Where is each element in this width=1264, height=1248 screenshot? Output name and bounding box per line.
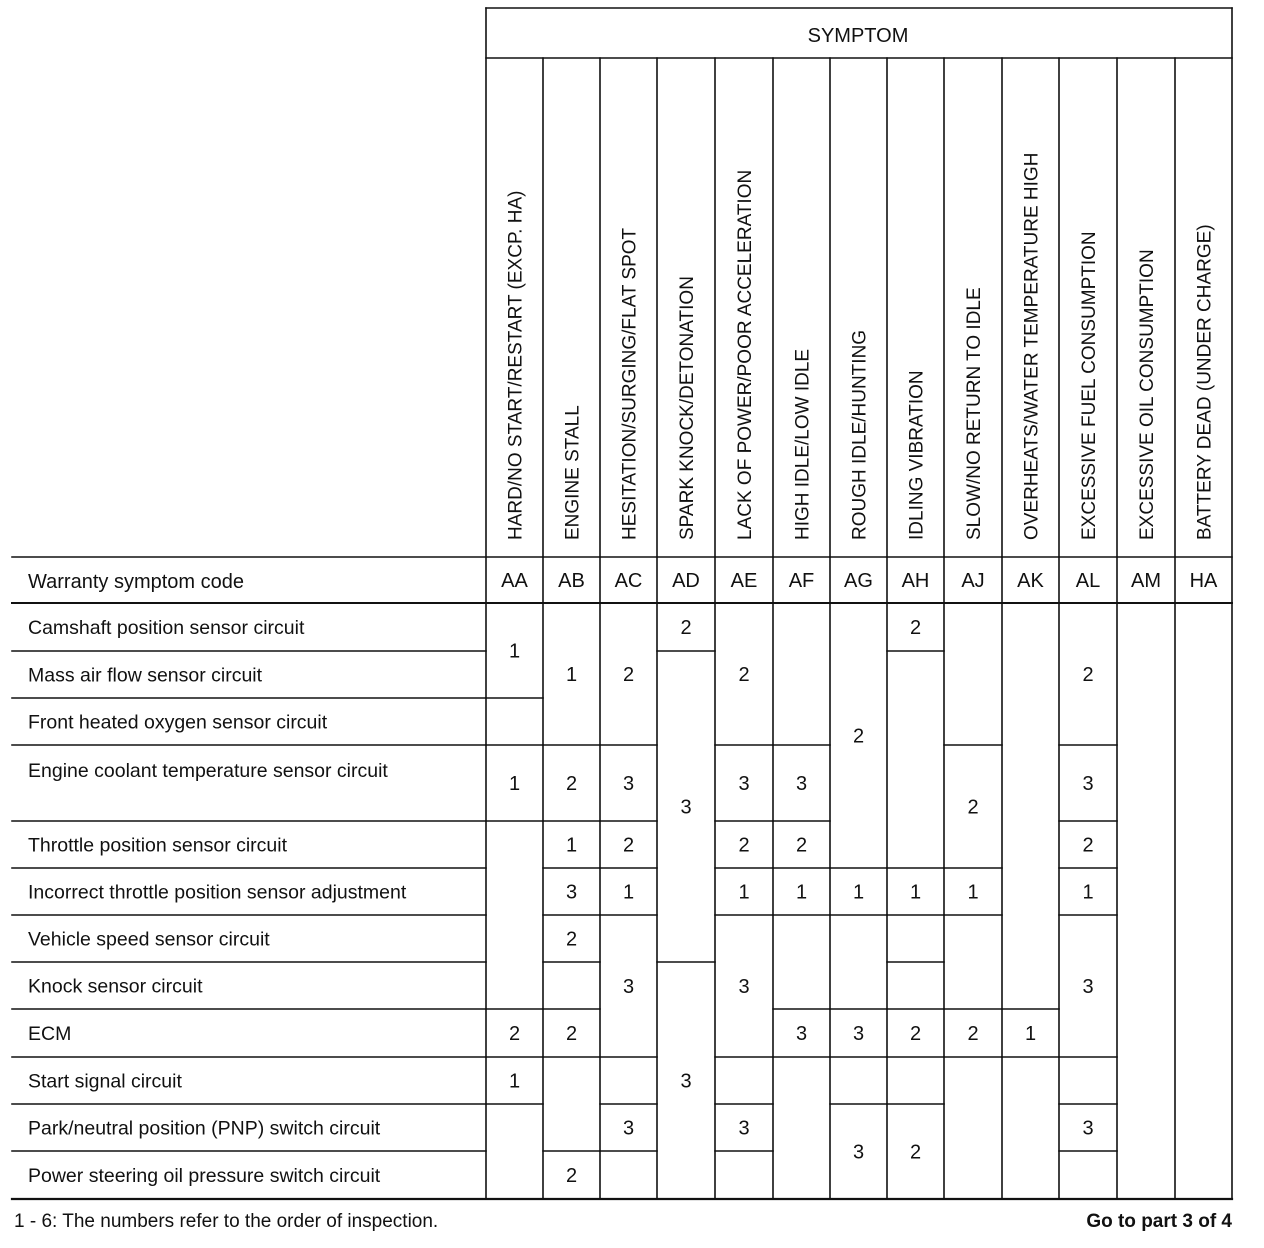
inspection-order-cell: 2 (622, 664, 635, 686)
inspection-order-cell: 3 (622, 1117, 635, 1140)
warranty-code-cell: AH (901, 570, 930, 592)
warranty-code-cell: AD (672, 570, 700, 592)
warranty-code-label: Warranty symptom code (28, 571, 244, 593)
continuation-note: Go to part 3 of 4 (1086, 1211, 1232, 1232)
warranty-code-cell: AL (1075, 570, 1101, 592)
symptom-column-label: IDLING VIBRATION (906, 370, 928, 540)
inspection-item-label: Camshaft position sensor circuit (28, 617, 305, 639)
inspection-order-cell: 3 (852, 1141, 865, 1164)
inspection-order-cell: 2 (1082, 834, 1094, 857)
symptom-column-label: ROUGH IDLE/HUNTING (849, 329, 871, 540)
inspection-order-cell: 1 (738, 881, 750, 904)
inspection-order-cell: 2 (738, 834, 750, 857)
inspection-order-cell: 2 (565, 1165, 578, 1187)
inspection-order-cell: 2 (565, 928, 578, 951)
inspection-order-cell: 3 (1082, 773, 1094, 795)
inspection-order-cell: 3 (795, 1023, 808, 1045)
symptom-column-label: HIGH IDLE/LOW IDLE (792, 348, 814, 540)
inspection-item-label: Mass air flow sensor circuit (28, 664, 263, 687)
warranty-code-cell: AC (614, 570, 643, 592)
symptom-column-label: ENGINE STALL (562, 405, 584, 540)
inspection-item-label: Knock sensor circuit (28, 975, 203, 998)
symptom-column-label: OVERHEATS/WATER TEMPERATURE HIGH (1021, 152, 1043, 540)
warranty-code-cell: AJ (961, 570, 985, 592)
warranty-code-cell: AA (501, 570, 528, 592)
inspection-order-cell: 2 (565, 773, 578, 795)
inspection-order-cell: 3 (738, 773, 750, 795)
inspection-order-cell: 3 (622, 773, 635, 795)
warranty-code-cells (501, 570, 1218, 592)
inspection-order-cell: 1 (508, 773, 521, 795)
symptom-column-label: BATTERY DEAD (UNDER CHARGE) (1194, 224, 1216, 540)
symptom-header: SYMPTOM (807, 25, 909, 47)
inspection-order-cell: 3 (852, 1023, 865, 1045)
symptom-column-label: HESITATION/SURGING/FLAT SPOT (619, 227, 641, 540)
inspection-item-label: Vehicle speed sensor circuit (28, 928, 270, 951)
inspection-order-cell: 3 (622, 976, 635, 998)
inspection-order-cell: 1 (565, 664, 578, 686)
inspection-order-cell: 3 (1082, 976, 1094, 998)
inspection-order-cell: 2 (622, 834, 635, 857)
inspection-order-cell: 2 (508, 1023, 521, 1045)
symptom-column-label: EXCESSIVE FUEL CONSUMPTION (1079, 231, 1100, 540)
table-header (28, 25, 908, 593)
inspection-order-cell: 3 (795, 773, 808, 795)
warranty-code-cell: AG (844, 570, 873, 592)
warranty-code-cell: AB (558, 570, 585, 592)
inspection-order-cell: 2 (909, 617, 922, 639)
inspection-order-cell: 2 (565, 1023, 578, 1045)
inspection-order-cell: 1 (1024, 1023, 1037, 1045)
inspection-order-cell: 3 (738, 976, 750, 998)
inspection-item-label: Engine coolant temperature sensor circuit (28, 760, 388, 782)
warranty-code-cell: HA (1189, 570, 1218, 592)
inspection-item-label: Incorrect throttle position sensor adjustment (28, 881, 407, 904)
inspection-order-cell: 2 (1082, 664, 1094, 686)
inspection-order-cell: 1 (795, 881, 808, 904)
inspection-order-cell: 2 (909, 1023, 922, 1045)
inspection-order-cell: 2 (738, 664, 750, 686)
inspection-order-cell: 1 (909, 881, 922, 904)
inspection-item-label: Throttle position sensor circuit (28, 834, 288, 857)
inspection-order-cell: 3 (680, 796, 692, 819)
symptom-column-label: SPARK KNOCK/DETONATION (677, 276, 698, 540)
inspection-order-cell: 1 (622, 881, 635, 904)
table-grid-lines (12, 8, 1232, 1199)
inspection-order-note: 1 - 6: The numbers refer to the order of inspection. (14, 1211, 439, 1232)
inspection-order-cell: 1 (508, 640, 521, 663)
warranty-code-cell: AK (1017, 570, 1044, 592)
symptom-column-labels (506, 153, 1216, 540)
inspection-item-label: ECM (28, 1023, 72, 1045)
warranty-code-cell: AE (730, 570, 758, 592)
inspection-order-cell: 1 (967, 881, 979, 904)
symptom-column-label: HARD/NO START/RESTART (EXCP. HA) (505, 190, 527, 540)
inspection-order-cell: 2 (967, 1023, 979, 1045)
inspection-order-cell: 3 (738, 1117, 750, 1140)
inspection-order-cell: 1 (852, 881, 865, 904)
inspection-order-cell: 1 (565, 834, 578, 857)
inspection-order-cell: 2 (680, 617, 692, 639)
inspection-order-cell: 3 (565, 881, 578, 904)
inspection-order-cell: 2 (795, 834, 808, 857)
symptom-column-label: EXCESSIVE OIL CONSUMPTION (1137, 249, 1158, 540)
inspection-order-cell: 2 (852, 725, 865, 748)
symptom-column-label: LACK OF POWER/POOR ACCELERATION (735, 169, 756, 540)
inspection-order-cell: 1 (508, 1070, 521, 1093)
inspection-order-cell: 2 (909, 1141, 922, 1164)
inspection-item-label: Start signal circuit (28, 1070, 182, 1093)
inspection-order-cell: 3 (680, 1070, 692, 1093)
warranty-code-cell: AM (1131, 570, 1161, 592)
inspection-item-label: Power steering oil pressure switch circuit (28, 1165, 381, 1187)
inspection-order-cell: 2 (967, 796, 979, 819)
inspection-item-label: Park/neutral position (PNP) switch circuit (28, 1117, 381, 1140)
symptom-column-label: SLOW/NO RETURN TO IDLE (964, 287, 985, 540)
inspection-item-labels (28, 617, 407, 1187)
inspection-order-cell: 1 (1082, 881, 1094, 904)
warranty-code-cell: AF (788, 570, 815, 592)
inspection-item-label: Front heated oxygen sensor circuit (28, 711, 328, 734)
inspection-order-values (509, 617, 1094, 1187)
inspection-order-cell: 3 (1082, 1117, 1094, 1140)
